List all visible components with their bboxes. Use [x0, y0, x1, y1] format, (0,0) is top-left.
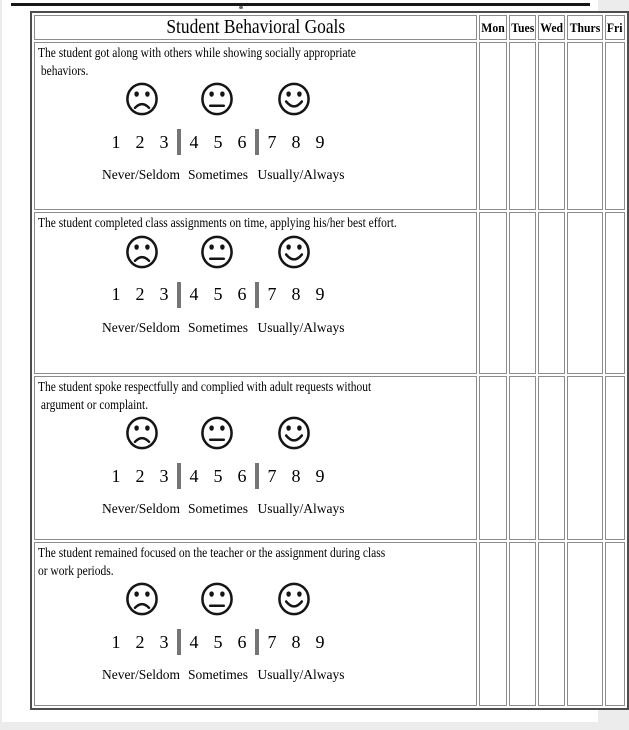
day-header-wed: Wed: [538, 15, 565, 40]
goal-row-2: [34, 212, 625, 374]
rating-number: 7: [267, 465, 277, 486]
rating-number: 9: [315, 131, 325, 152]
day-cell: [479, 212, 507, 374]
sad-face-icon: [124, 80, 160, 118]
day-header-tues: Tues: [509, 15, 537, 40]
rating-number: 2: [135, 284, 145, 304]
faces-row: [104, 414, 332, 452]
day-cell: [479, 542, 507, 706]
day-cell: [605, 376, 624, 540]
goal-text-3: The student spoke respectfully and complied with adult requests without argument or complaint.: [38, 380, 372, 413]
day-cell: [567, 376, 603, 540]
label-usually-always: Usually/Always: [257, 667, 345, 682]
rating-number: 3: [159, 631, 169, 652]
neutral-face-icon: [199, 80, 235, 118]
faces-row: [104, 80, 332, 118]
group-separator-bar: [255, 463, 259, 489]
day-cell: [567, 212, 603, 374]
rating-number: 8: [291, 631, 301, 652]
day-cell: [538, 542, 565, 706]
label-usually-always: Usually/Always: [257, 319, 345, 335]
sad-face-icon: [124, 580, 160, 618]
goal-row-3: [34, 376, 625, 540]
label-usually-always: Usually/Always: [257, 501, 345, 516]
rating-number: 1: [111, 131, 121, 152]
rating-number: 2: [135, 131, 145, 152]
day-cell: [567, 542, 603, 706]
page: [2, 0, 623, 722]
day-cell: [509, 212, 537, 374]
rating-number: 8: [291, 284, 301, 304]
day-cell: [509, 42, 537, 210]
day-cell: [509, 376, 537, 540]
rating-labels: [102, 501, 345, 519]
label-usually-always: Usually/Always: [257, 167, 345, 182]
goal-cell-4: [34, 542, 477, 706]
rating-number: 4: [189, 284, 199, 304]
goals-table: [30, 11, 629, 710]
rating-number: 9: [315, 465, 325, 486]
rating-number: 5: [213, 284, 223, 304]
rating-number: 9: [315, 284, 325, 304]
rating-labels: [102, 667, 345, 685]
day-cell: [509, 542, 537, 706]
rating-number: 4: [189, 131, 199, 152]
label-sometimes: Sometimes: [188, 667, 248, 682]
rating-numbers: [104, 463, 332, 489]
group-separator-bar: [255, 129, 259, 155]
rating-scale-slot: [38, 233, 476, 349]
day-header-thurs: Thurs: [567, 15, 603, 40]
goal-text-4: The student remained focused on the teacher or the assignment during class or work periods.: [38, 546, 386, 579]
sad-face-icon: [124, 414, 160, 452]
label-never-seldom: Never/Seldom: [102, 501, 180, 516]
rating-number: 4: [189, 631, 199, 652]
rating-labels: [102, 319, 345, 338]
goal-text-2: The student completed class assignments on time, applying his/her best effort.: [38, 216, 397, 231]
happy-face-icon: [276, 80, 312, 118]
rating-scale-slot: [38, 80, 476, 196]
label-never-seldom: Never/Seldom: [102, 667, 180, 682]
rating-scale-slot: [38, 580, 476, 696]
rating-number: 5: [213, 465, 223, 486]
rating-number: 8: [291, 465, 301, 486]
rating-number: 2: [135, 465, 145, 486]
faces-row: [104, 233, 332, 271]
goal-text-1: The student got along with others while showing socially appropriate behaviors.: [38, 46, 356, 79]
group-separator-bar: [177, 463, 181, 489]
rating-number: 1: [111, 284, 121, 304]
header-row: [34, 15, 625, 40]
group-separator-bar: [177, 282, 181, 308]
group-separator-bar: [255, 282, 259, 308]
label-never-seldom: Never/Seldom: [102, 319, 180, 335]
rating-number: 3: [159, 131, 169, 152]
rating-number: 5: [213, 131, 223, 152]
day-cell: [479, 376, 507, 540]
rating-numbers: [104, 129, 332, 155]
day-cell: [538, 376, 565, 540]
rating-number: 6: [237, 131, 247, 152]
rating-scale: [102, 233, 345, 338]
happy-face-icon: [276, 233, 312, 271]
rating-number: 6: [237, 631, 247, 652]
goal-cell-3: [34, 376, 477, 540]
rating-number: 1: [111, 631, 121, 652]
rating-number: 5: [213, 631, 223, 652]
day-cell: [605, 542, 624, 706]
rating-labels: [102, 167, 345, 185]
happy-face-icon: [276, 580, 312, 618]
day-header-mon: Mon: [479, 15, 507, 40]
label-sometimes: Sometimes: [188, 167, 248, 182]
rating-scale: [102, 580, 345, 685]
rating-number: 8: [291, 131, 301, 152]
label-never-seldom: Never/Seldom: [102, 167, 180, 182]
day-cell: [538, 42, 565, 210]
rating-number: 7: [267, 284, 277, 304]
page-title: Student Behavioral Goals: [165, 16, 345, 38]
rating-number: 9: [315, 631, 325, 652]
label-sometimes: Sometimes: [188, 319, 248, 335]
sad-face-icon: [124, 233, 160, 271]
goal-row-4: [34, 542, 625, 706]
day-cell: [479, 42, 507, 210]
happy-face-icon: [276, 414, 312, 452]
neutral-face-icon: [199, 233, 235, 271]
rating-numbers: [104, 629, 332, 655]
rating-number: 7: [267, 131, 277, 152]
day-header-fri: Fri: [605, 15, 624, 40]
artifact-dot: [239, 6, 243, 9]
rating-number: 6: [237, 284, 247, 304]
day-cell: [605, 42, 624, 210]
group-separator-bar: [177, 629, 181, 655]
neutral-face-icon: [199, 414, 235, 452]
group-separator-bar: [255, 629, 259, 655]
top-rule: [11, 3, 590, 6]
faces-row: [104, 580, 332, 618]
rating-scale: [102, 80, 345, 185]
rating-number: 3: [159, 284, 169, 304]
goal-cell-2: [34, 212, 477, 374]
rating-number: 3: [159, 465, 169, 486]
rating-number: 2: [135, 631, 145, 652]
rating-number: 4: [189, 465, 199, 486]
rating-number: 6: [237, 465, 247, 486]
rating-number: 7: [267, 631, 277, 652]
goal-row-1: [34, 42, 625, 210]
table-title-cell: [34, 15, 477, 40]
rating-number: 1: [111, 465, 121, 486]
label-sometimes: Sometimes: [188, 501, 248, 516]
day-cell: [605, 212, 624, 374]
rating-numbers: [104, 282, 332, 308]
goal-cell-1: [34, 42, 477, 210]
neutral-face-icon: [199, 580, 235, 618]
rating-scale-slot: [38, 414, 476, 530]
group-separator-bar: [177, 129, 181, 155]
day-cell: [567, 42, 603, 210]
day-cell: [538, 212, 565, 374]
rating-scale: [102, 414, 345, 519]
